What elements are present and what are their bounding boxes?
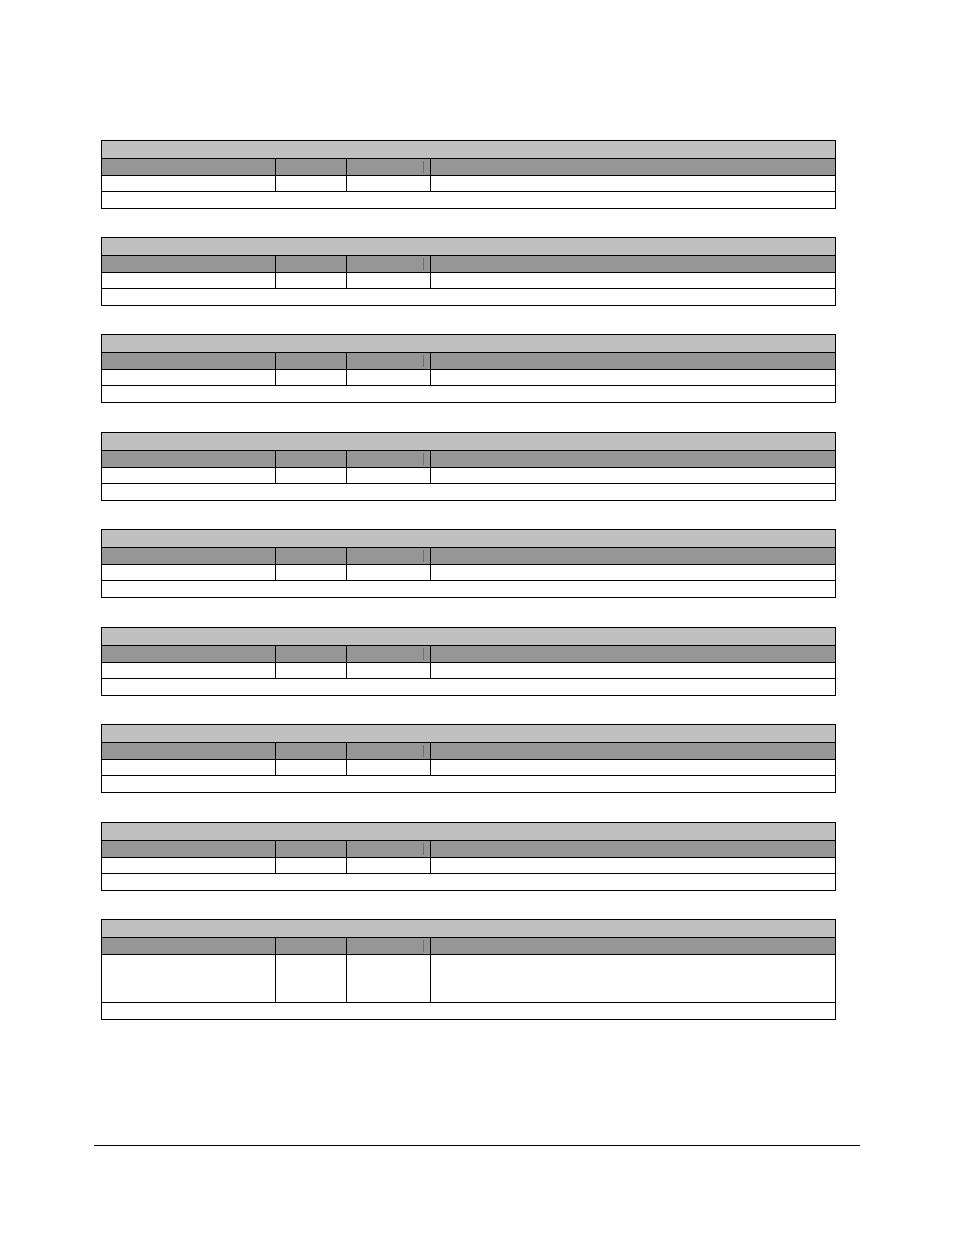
header-cell-2 bbox=[276, 451, 347, 467]
header-cell-description bbox=[431, 938, 835, 954]
table-row bbox=[102, 858, 835, 874]
row-cell-description bbox=[431, 370, 835, 385]
header-cell-2 bbox=[276, 548, 347, 564]
table-row bbox=[102, 468, 835, 484]
table-note bbox=[102, 386, 835, 402]
row-cell-3 bbox=[347, 955, 431, 1002]
header-cell-3 bbox=[347, 743, 431, 759]
header-cell-name bbox=[102, 938, 276, 954]
row-cell-name bbox=[102, 955, 276, 1002]
table-header bbox=[102, 159, 835, 176]
row-cell-3 bbox=[347, 663, 431, 678]
row-cell-2 bbox=[276, 273, 347, 288]
row-cell-3 bbox=[347, 273, 431, 288]
header-cell-description bbox=[431, 353, 835, 369]
table-row bbox=[102, 565, 835, 581]
table-title bbox=[102, 628, 835, 646]
header-cell-name bbox=[102, 743, 276, 759]
header-cell-3 bbox=[347, 256, 431, 272]
header-cell-description bbox=[431, 159, 835, 175]
header-cell-name bbox=[102, 548, 276, 564]
table-note bbox=[102, 1003, 835, 1019]
header-cell-3 bbox=[347, 841, 431, 857]
register-table-5 bbox=[101, 529, 836, 598]
table-note bbox=[102, 192, 835, 208]
row-cell-description bbox=[431, 176, 835, 191]
table-header bbox=[102, 646, 835, 663]
table-title bbox=[102, 530, 835, 548]
table-row bbox=[102, 176, 835, 192]
row-cell-name bbox=[102, 760, 276, 775]
table-note bbox=[102, 874, 835, 890]
table-row bbox=[102, 273, 835, 289]
row-cell-description bbox=[431, 955, 835, 1002]
header-cell-3 bbox=[347, 548, 431, 564]
row-cell-2 bbox=[276, 663, 347, 678]
row-cell-2 bbox=[276, 370, 347, 385]
row-cell-name bbox=[102, 176, 276, 191]
header-cell-2 bbox=[276, 938, 347, 954]
header-cell-2 bbox=[276, 646, 347, 662]
row-cell-name bbox=[102, 565, 276, 580]
footer-divider bbox=[94, 1145, 860, 1146]
row-cell-2 bbox=[276, 565, 347, 580]
table-row bbox=[102, 370, 835, 386]
header-cell-name bbox=[102, 159, 276, 175]
row-cell-description bbox=[431, 565, 835, 580]
header-cell-description bbox=[431, 256, 835, 272]
header-cell-2 bbox=[276, 743, 347, 759]
table-header bbox=[102, 548, 835, 565]
table-title bbox=[102, 823, 835, 841]
row-cell-3 bbox=[347, 760, 431, 775]
row-cell-3 bbox=[347, 176, 431, 191]
row-cell-3 bbox=[347, 468, 431, 483]
header-cell-3 bbox=[347, 938, 431, 954]
header-cell-2 bbox=[276, 841, 347, 857]
row-cell-description bbox=[431, 468, 835, 483]
row-cell-name bbox=[102, 663, 276, 678]
header-cell-3 bbox=[347, 159, 431, 175]
row-cell-name bbox=[102, 273, 276, 288]
row-cell-2 bbox=[276, 955, 347, 1002]
table-note bbox=[102, 776, 835, 792]
table-header bbox=[102, 938, 835, 955]
row-cell-2 bbox=[276, 760, 347, 775]
table-note bbox=[102, 679, 835, 695]
register-table-4 bbox=[101, 432, 836, 501]
register-table-7 bbox=[101, 724, 836, 793]
table-title bbox=[102, 920, 835, 938]
table-title bbox=[102, 238, 835, 256]
table-note bbox=[102, 484, 835, 500]
header-cell-2 bbox=[276, 256, 347, 272]
header-cell-2 bbox=[276, 159, 347, 175]
table-row bbox=[102, 663, 835, 679]
row-cell-description bbox=[431, 760, 835, 775]
row-cell-3 bbox=[347, 370, 431, 385]
header-cell-description bbox=[431, 548, 835, 564]
table-header bbox=[102, 256, 835, 273]
table-title bbox=[102, 335, 835, 353]
header-cell-description bbox=[431, 743, 835, 759]
table-header bbox=[102, 353, 835, 370]
table-note bbox=[102, 289, 835, 305]
header-cell-description bbox=[431, 451, 835, 467]
register-table-3 bbox=[101, 334, 836, 403]
row-cell-2 bbox=[276, 468, 347, 483]
register-table-9 bbox=[101, 919, 836, 1020]
register-table-8 bbox=[101, 822, 836, 891]
header-cell-3 bbox=[347, 646, 431, 662]
row-cell-2 bbox=[276, 858, 347, 873]
header-cell-description bbox=[431, 841, 835, 857]
table-row bbox=[102, 955, 835, 1003]
row-cell-name bbox=[102, 858, 276, 873]
row-cell-3 bbox=[347, 858, 431, 873]
register-table-1 bbox=[101, 140, 836, 209]
header-cell-name bbox=[102, 451, 276, 467]
row-cell-description bbox=[431, 858, 835, 873]
table-title bbox=[102, 433, 835, 451]
header-cell-3 bbox=[347, 353, 431, 369]
table-title bbox=[102, 141, 835, 159]
row-cell-description bbox=[431, 663, 835, 678]
header-cell-description bbox=[431, 646, 835, 662]
table-title bbox=[102, 725, 835, 743]
row-cell-name bbox=[102, 370, 276, 385]
header-cell-2 bbox=[276, 353, 347, 369]
register-table-2 bbox=[101, 237, 836, 306]
register-table-6 bbox=[101, 627, 836, 696]
header-cell-name bbox=[102, 646, 276, 662]
row-cell-3 bbox=[347, 565, 431, 580]
row-cell-description bbox=[431, 273, 835, 288]
table-row bbox=[102, 760, 835, 776]
header-cell-name bbox=[102, 841, 276, 857]
header-cell-name bbox=[102, 353, 276, 369]
table-header bbox=[102, 743, 835, 760]
table-header bbox=[102, 841, 835, 858]
header-cell-3 bbox=[347, 451, 431, 467]
table-header bbox=[102, 451, 835, 468]
table-note bbox=[102, 581, 835, 597]
row-cell-name bbox=[102, 468, 276, 483]
row-cell-2 bbox=[276, 176, 347, 191]
header-cell-name bbox=[102, 256, 276, 272]
